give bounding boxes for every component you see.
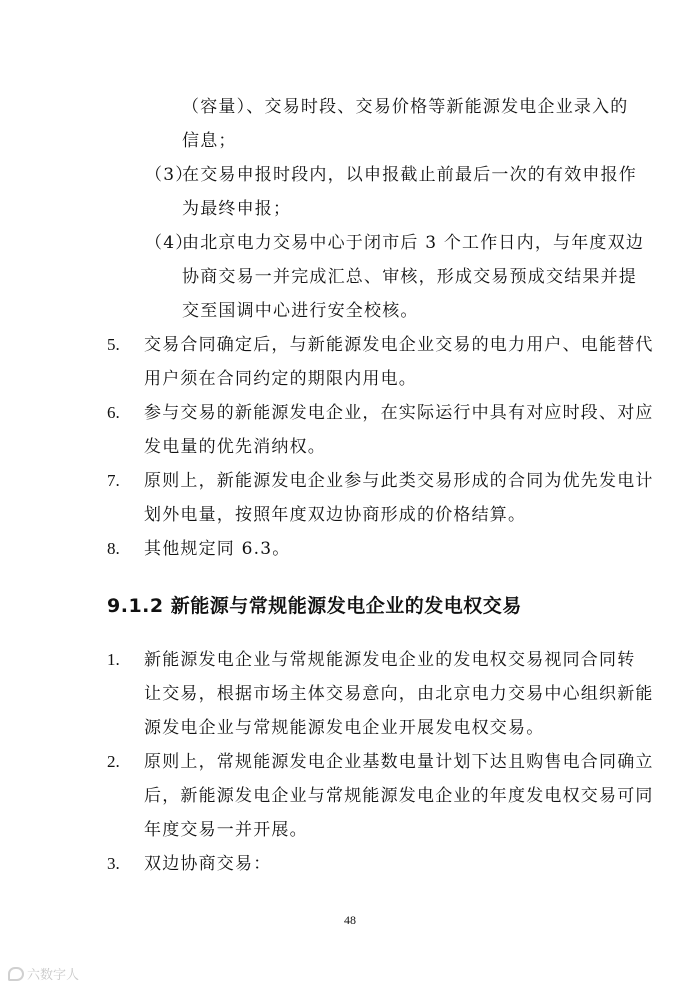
text-line: 由北京电力交易中心于闭市后 3 个工作日内，与年度双边: [182, 233, 645, 253]
list-number: 8.: [107, 539, 120, 558]
text-line: 双边协商交易：: [144, 854, 272, 874]
text-line: （容量）、交易时段、交易价格等新能源发电企业录入的: [182, 97, 629, 117]
text-line: 在交易申报时段内，以申报截止前最后一次的有效申报作: [182, 165, 637, 185]
sub-item-marker: （4）: [145, 233, 194, 253]
section-heading: 9.1.2 新能源与常规能源发电企业的发电权交易: [107, 595, 522, 617]
sub-item-marker: （3）: [145, 165, 194, 185]
text-line: 原则上，新能源发电企业参与此类交易形成的合同为优先发电计: [144, 471, 654, 491]
text-line: 划外电量，按照年度双边协商形成的价格结算。: [144, 505, 527, 525]
page-number: 48: [344, 913, 356, 927]
list-number: 7.: [107, 471, 120, 490]
list-number: 2.: [107, 752, 120, 771]
list-number: 3.: [107, 854, 120, 873]
list-number: 6.: [107, 403, 120, 422]
list-number: 5.: [107, 335, 120, 354]
text-line: 协商交易一并完成汇总、审核，形成交易预成交结果并提: [182, 267, 637, 287]
text-line: 新能源发电企业与常规能源发电企业的发电权交易视同合同转: [144, 650, 636, 670]
watermark: [8, 964, 79, 983]
text-line: 发电量的优先消纳权。: [144, 437, 326, 457]
text-line: 交易合同确定后，与新能源发电企业交易的电力用户、电能替代: [144, 335, 654, 355]
text-line: 年度交易一并开展。: [144, 820, 308, 840]
text-line: 让交易，根据市场主体交易意向，由北京电力交易中心组织新能: [144, 684, 654, 704]
watermark-text: 六数字人: [27, 968, 80, 983]
text-line: 交至国调中心进行安全校核。: [182, 301, 419, 321]
text-line: 信息；: [182, 131, 237, 151]
text-line: 原则上，常规能源发电企业基数电量计划下达且购售电合同确立: [144, 752, 654, 772]
text-line: 源发电企业与常规能源发电企业开展发电权交易。: [144, 718, 545, 738]
list-number: 1.: [107, 650, 120, 669]
text-line: 其他规定同 6.3。: [144, 539, 291, 559]
text-line: 参与交易的新能源发电企业，在实际运行中具有对应时段、对应: [144, 403, 654, 423]
text-line: 后，新能源发电企业与常规能源发电企业的年度发电权交易可同: [144, 786, 654, 806]
text-line: 用户须在合同约定的期限内用电。: [144, 369, 417, 389]
watermark-logo-icon: [8, 967, 24, 981]
text-line: 为最终申报；: [182, 199, 292, 219]
